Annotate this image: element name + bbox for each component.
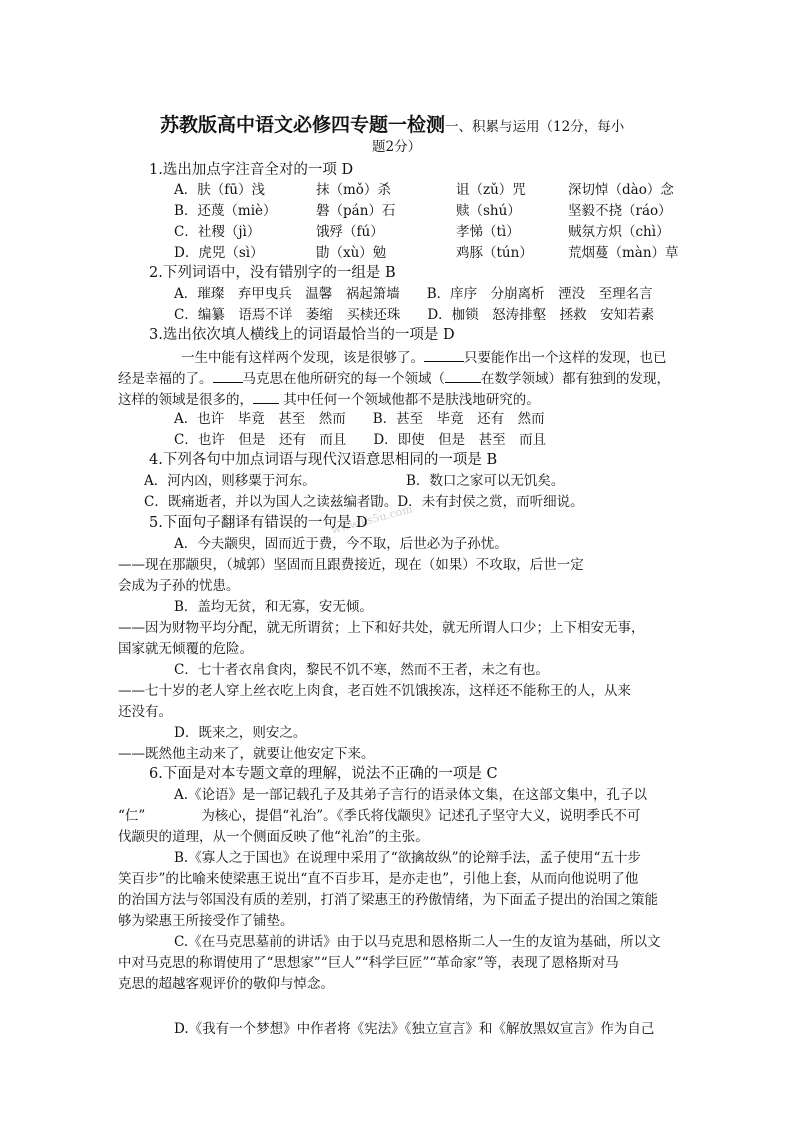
q5-option-d: D．既来之，则安之。: [174, 725, 307, 741]
q1-option: 勖（xù）勉: [316, 245, 387, 261]
q6-text: 为核心，提倡“礼治”。《季氏将伐颛臾》记述孔子坚守大义，说明季氏不可: [201, 808, 641, 824]
q3-options-ab: A．也许 毕竟 甚至 然而 B．甚至 毕竟 还有 然而: [174, 411, 545, 427]
q6-option-a-line3: 伐颛臾的道理，从一个侧面反映了他“礼治”的主张。: [118, 829, 429, 845]
q6-option-c-line2: 中对马克思的称谓使用了“思想家”“巨人”“科学巨匠”“革命家”等，表现了恩格斯对马: [118, 955, 619, 971]
q5-translation-a-cont: 会成为子孙的忧患。: [118, 578, 240, 594]
q1-option: C．社稷（jì）: [174, 224, 261, 240]
q5-translation-b: ——因为财物平均分配，就无所谓贫；上下和好共处，就无所谓人口少；上下相安无事，: [118, 620, 645, 636]
q1-option: B．还蔑（miè）: [174, 203, 277, 219]
q6-option-b-line3: 的治国方法与邻国没有质的差别，打消了梁惠王的矜傲情绪，为下面孟子提出的治国之策能: [118, 892, 658, 908]
q1-option: 磐（pán）石: [316, 203, 396, 219]
q4-stem: 4.下列各句中加点词语与现代汉语意思相同的一项是 B: [149, 452, 498, 468]
q5-stem: 5.下面句子翻译有错误的一句是 D: [149, 515, 368, 531]
q3-text: 在数学领域）都有独到的发现，: [481, 371, 670, 387]
q1-option: 孝悌（tì）: [456, 224, 520, 240]
q2-stem: 2.下列词语中，没有错别字的一组是 B: [149, 265, 396, 281]
q6-option-b: B.《寡人之于国也》在说理中采用了“欲擒故纵”的论辩手法，孟子使用“五十步: [174, 850, 641, 866]
q3-text: 经是幸福的了。: [118, 371, 213, 387]
q5-option-b: B．盖均无贫，和无寡，安无倾。: [174, 599, 373, 615]
q2-options-cd: C．编纂 语焉不详 萎缩 买椟还珠 D．枷锁 怒涛排壑 拯救 安知若素: [174, 307, 655, 323]
q5-translation-a: ——现在那颛臾，（城郭）坚固而且跟费接近，现在（如果）不攻取，后世一定: [118, 557, 584, 573]
q5-option-a: A．今夫颛臾，固而近于费，今不取，后世必为子孙忧。: [174, 536, 508, 552]
q5-translation-d: ——既然他主动来了，就要让他安定下来。: [118, 746, 375, 762]
q1-option: 赎（shú）: [456, 203, 521, 219]
title-section: 一、积累与运用（12分，每小: [445, 119, 625, 135]
q1-option: 鸡豚（tún）: [456, 245, 533, 261]
q5-option-c: C．七十者衣帛食肉，黎民不饥不寒，然而不王者，未之有也。: [174, 662, 549, 678]
title-main: 苏教版高中语文必修四专题一检测: [160, 114, 446, 136]
q5-translation-c-cont: 还没有。: [118, 704, 172, 720]
q6-text: “仁”: [118, 808, 146, 824]
q6-option-a: A.《论语》是一部记载孔子及其弟子言行的语录体文集，在这部文集中，孔子以: [174, 787, 648, 803]
q2-options-ab: A．璀璨 弃甲曳兵 温馨 祸起箫墙 B．庠序 分崩离析 湮没 至理名言: [174, 286, 653, 302]
q4-options-cd: C．既痛逝者，并以为国人之读兹编者勖。D．未有封侯之赏，而听细说。: [144, 494, 584, 510]
q1-stem: 1.选出加点字注音全对的一项 D: [149, 162, 354, 178]
q6-option-b-line4: 够为梁惠王所接受作了铺垫。: [118, 913, 294, 929]
q1-option: A．肤（fū）浅: [174, 182, 265, 198]
watermark: www.ks5u.com: [329, 502, 414, 537]
q1-option: 深切悼（dào）念: [568, 182, 674, 198]
q3-passage-line3: [118, 388, 540, 410]
q1-option: 荒烟蔓（màn）草: [568, 245, 679, 261]
q6-option-c: C.《在马克思墓前的讲话》由于以马克思和恩格斯二人一生的友谊为基础，所以文: [174, 934, 661, 950]
q1-option: 饿殍（fú）: [316, 224, 384, 240]
q6-option-c-line3: 克思的超越客观评价的敬仰与悼念。: [118, 976, 334, 992]
q3-options-cd: C．也许 但是 还有 而且 D．即使 但是 甚至 而且: [174, 432, 547, 448]
q3-text: 只要能作出一个这样的发现，也已: [464, 350, 667, 366]
q3-text: 其中任何一个领域他都不是肤浅地研究的。: [279, 392, 540, 408]
q5-translation-b-cont: 国家就无倾覆的危险。: [118, 641, 253, 657]
q6-stem: 6.下面是对本专题文章的理解，说法不正确的一项是 C: [149, 766, 498, 782]
q3-text: 马克思在他所研究的每一个领域（: [242, 371, 445, 387]
q6-option-b-line2: 笑百步”的比喻来使梁惠王说出“直不百步耳，是亦走也”，引他上套，从而向他说明了他: [118, 871, 639, 887]
blank-1: [424, 346, 464, 362]
title-continued: 题2分）: [372, 139, 422, 155]
q1-option: D．虎兕（sì）: [174, 245, 264, 261]
q5-translation-c: ——七十岁的老人穿上丝衣吃上肉食，老百姓不饥饿挨冻，这样还不能称王的人，从来: [118, 683, 631, 699]
q6-option-d: D.《我有一个梦想》中作者将《宪法》《独立宣言》和《解放黑奴宣言》作为自己: [174, 1021, 655, 1037]
q4-option-a: A．河内凶，则移粟于河东。: [144, 473, 316, 489]
q3-stem: 3.选出依次填人横线上的词语最恰当的一项是 D: [149, 327, 455, 343]
q6-option-a-line2: [118, 806, 640, 826]
q3-text: 这样的领域是很多的，: [118, 392, 253, 408]
q3-passage-line2: [118, 367, 670, 389]
q4-option-b: B．数口之家可以无饥矣。: [406, 473, 565, 489]
q1-option: 诅（zǔ）咒: [456, 182, 526, 198]
q1-option: 抹（mǒ）杀: [316, 182, 391, 198]
blank-2: [213, 367, 243, 383]
q1-option: 贼氛方炽（chì）: [568, 224, 670, 240]
q3-passage-line1: [181, 346, 667, 368]
blank-3: [445, 367, 481, 383]
blank-4: [253, 388, 279, 404]
q3-text: 一生中能有这样两个发现，该是很够了。: [181, 350, 424, 366]
q1-option: 坚毅不挠（ráo）: [568, 203, 672, 219]
page-title: [160, 110, 680, 137]
